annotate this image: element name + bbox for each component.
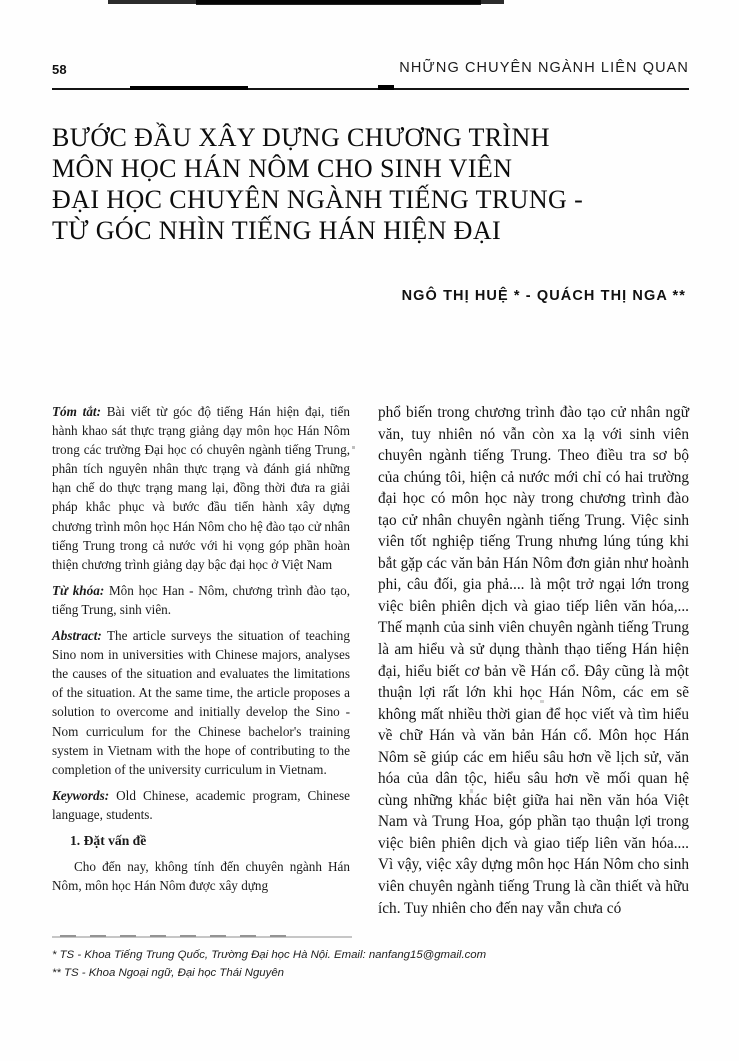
section-heading: 1. Đặt vấn đề xyxy=(70,832,147,848)
body-paragraph-continuation: phổ biến trong chương trình đào tạo cử nhân ngữ văn, tuy nhiên nó vẫn còn xa lạ với sinh viên chuyên ngành tiếng Trung. Theo điều tra sơ bộ của chúng tôi, hiện cả nước mới chỉ có hai trường đại học có môn học này trong chương trình đào tạo cử nhân chuyên ngành tiếng Trung. Việc sinh viên tốt nghiệp tiếng Trung nhưng lúng túng khi bắt gặp các văn bản Hán Nôm đơn giản như hoành phi, câu đối, gia phả.... là một trở ngại lớn trong việc biên phiên dịch và giao tiếp liên văn hóa,... Thế mạnh của sinh viên chuyên ngành tiếng Trung là am hiểu và sử dụng thành thạo tiếng Hán hiện đại, hiểu biết cơ bản về Hán cổ. Đây cũng là một thuận lợi rất lớn khi học Hán Nôm, các em sẽ không mất nhiều thời gian để học viết và tìm hiểu về chữ Hán và văn bản Hán cổ. Môn học Hán Nôm sẽ giúp các em hiểu sâu hơn về lịch sử, văn hóa của dân tộc, hiểu sâu hơn về mối quan hệ cùng những khác biệt giữa hai nền văn hóa Việt Nam và Trung Hoa, góp phần tạo thuận lợi trong việc biên phiên dịch và giao tiếp liên văn hóa.... Vì vậy, việc xây dựng môn học Hán Nôm cho sinh viên chuyên ngành tiếng Trung là cần thiết và hữu ích. Tuy nhiên cho đến nay vẫn chưa có xyxy=(378,404,689,917)
keywords-vietnamese-label: Từ khóa: xyxy=(52,582,105,598)
abstract-vietnamese xyxy=(52,402,350,574)
keywords-english-text: Old Chinese, academic program, Chinese language, students. xyxy=(52,787,350,822)
title-line-1: BƯỚC ĐẦU XÂY DỰNG CHƯƠNG TRÌNH xyxy=(52,123,550,152)
left-column xyxy=(52,402,350,902)
footnote-block xyxy=(52,946,692,982)
running-title: NHỮNG CHUYÊN NGÀNH LIÊN QUAN xyxy=(399,60,689,76)
keywords-english xyxy=(52,786,350,824)
abstract-english-label: Abstract: xyxy=(52,628,102,644)
keywords-vietnamese-text: Môn học Han - Nôm, chương trình đào tạo, tiếng Trung, sinh viên. xyxy=(52,582,350,617)
abstract-english-text: The article surveys the situation of teaching Sino nom in universities with Chinese majors, analyses the causes of the situation and evaluates the limitations of the situation. At the same time, the article proposes a solution to overcome and initially develop the Sino - Nom curriculum for the Chinese bachelor's training system in Vietnam with the hope of contributing to the completion of the university curriculum in Vietnam. xyxy=(52,628,350,777)
title-line-4: TỪ GÓC NHÌN TIẾNG HÁN HIỆN ĐẠI xyxy=(52,216,502,245)
scan-speckle xyxy=(470,789,473,793)
keywords-vietnamese xyxy=(52,581,350,619)
page-number: 58 xyxy=(52,62,67,77)
abstract-english xyxy=(52,626,350,779)
footnote-separator xyxy=(52,936,352,938)
footnote-1: * TS - Khoa Tiếng Trung Quốc, Trường Đại học Hà Nội. Email: nanfang15@gmail.com xyxy=(52,949,487,961)
author-byline: NGÔ THỊ HUỆ * - QUÁCH THỊ NGA ** xyxy=(401,288,686,304)
right-column xyxy=(378,402,689,919)
footnote-2: ** TS - Khoa Ngoại ngữ, Đại học Thái Nguyên xyxy=(52,967,284,979)
scan-artifact-rule-blotch-1 xyxy=(130,86,248,90)
running-head xyxy=(52,60,689,82)
abstract-vietnamese-label: Tóm tắt: xyxy=(52,404,101,419)
keywords-english-label: Keywords: xyxy=(52,787,110,803)
body-paragraph-start: Cho đến nay, không tính đến chuyên ngành Hán Nôm, môn học Hán Nôm được xây dựng xyxy=(52,859,350,894)
scan-speckle xyxy=(352,446,355,449)
title-line-2: MÔN HỌC HÁN NÔM CHO SINH VIÊN xyxy=(52,154,513,183)
scan-artifact-top-bar-dark xyxy=(196,0,481,5)
abstract-vietnamese-text: Bài viết từ góc độ tiếng Hán hiện đại, tiến hành khao sát thực trạng giảng dạy môn học Hán Nôm trong các trường Đại học có chuyên ngành tiếng Trung, phân tích nguyên nhân thực trạng và đánh giá những hạn chế do thực trạng mang lại, đồng thời đưa ra giải pháp khắc phục và bước đầu tiến hành xây dựng chương trình môn học Hán Nôm cho hệ đào tạo cử nhân tiếng Trung trong cả nước với hi vọng góp phần hoàn thiện chương trình giảng dạy bậc đại học ở Việt Nam xyxy=(52,404,350,572)
title-line-3: ĐẠI HỌC CHUYÊN NGÀNH TIẾNG TRUNG - xyxy=(52,185,584,214)
scan-speckle xyxy=(540,700,544,703)
page-title xyxy=(52,122,692,246)
scan-artifact-rule-blotch-2 xyxy=(378,85,394,90)
